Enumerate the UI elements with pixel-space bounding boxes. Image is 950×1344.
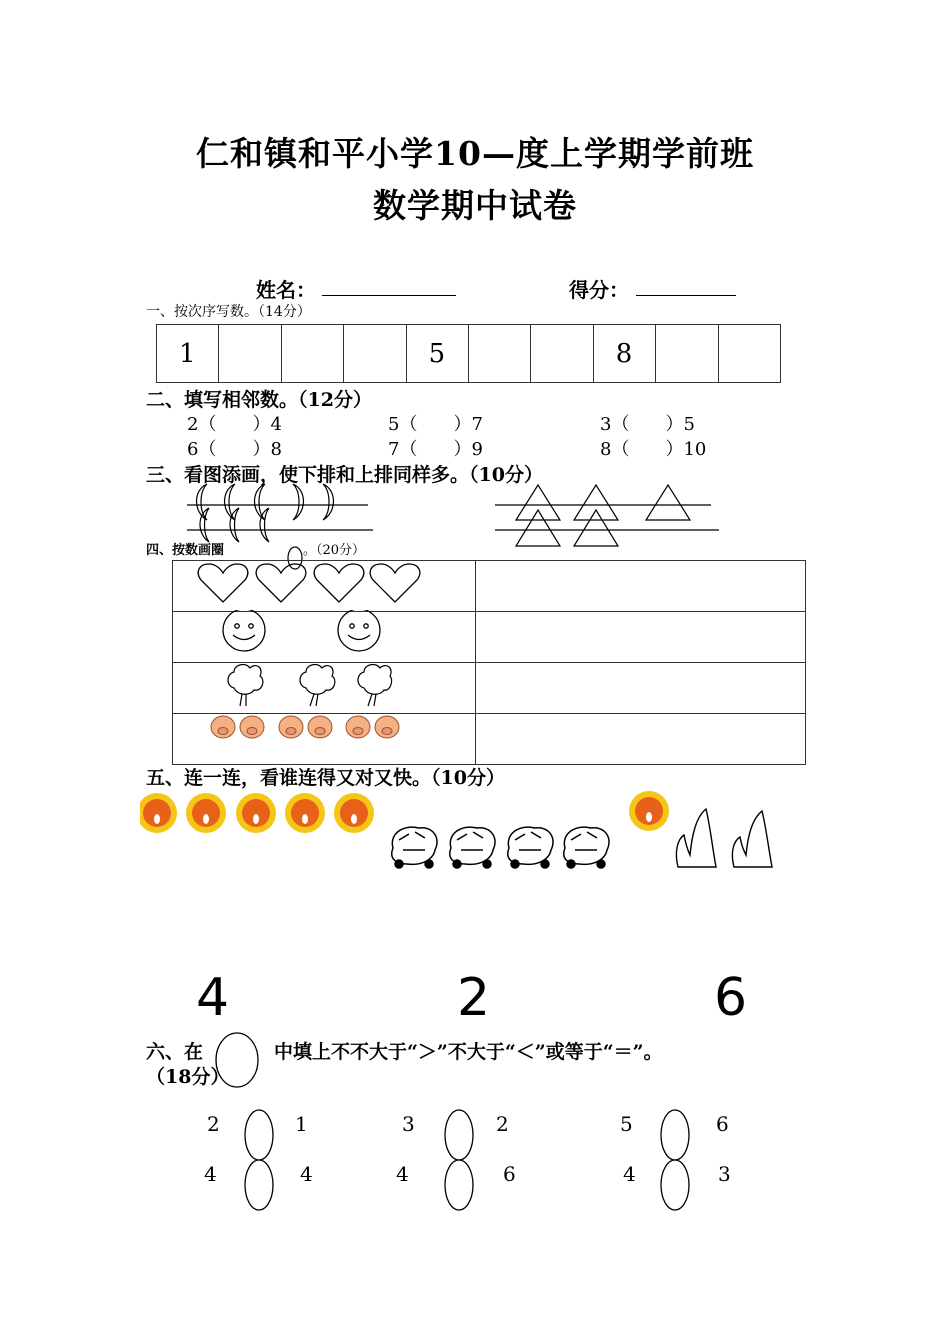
pig-row [208,712,408,742]
sun-icon [186,793,226,833]
cat-icon [564,827,609,868]
compare-right: 4 [300,1162,313,1186]
pig-icon [279,716,303,738]
smiley-icon [338,610,380,651]
compare-left: 5 [620,1112,633,1136]
section6-heading-main: 中填上不不大于“＞”不大于“＜”或等于“＝”。 [274,1041,663,1063]
seq-cell[interactable]: 8 [593,325,655,383]
seq-cell[interactable] [468,325,530,383]
neighbor-item[interactable]: 3（ ）5 [600,414,695,435]
section6-heading-score: （18分） [146,1066,230,1088]
smiley-icon [223,610,265,651]
sequence-table [156,324,781,383]
compare-left: 3 [402,1112,415,1136]
score-blank[interactable] [636,295,736,296]
compare-left: 4 [204,1162,217,1186]
pig-icon [211,716,235,738]
cat-icon [450,827,495,868]
match-number[interactable]: 6 [714,968,748,1028]
seq-cell[interactable] [281,325,343,383]
answer-cell[interactable] [476,612,806,663]
compare-right: 1 [295,1112,308,1136]
answer-cell[interactable] [476,714,806,765]
compare-circle [245,1110,273,1160]
smiley-row [218,610,388,654]
compare-right: 2 [496,1112,509,1136]
cloud-icon [300,665,335,706]
cat-icon [508,827,553,868]
neighbor-item[interactable]: 8（ ）10 [600,439,707,460]
neighbor-item[interactable]: 6（ ）8 [187,439,282,460]
section2-heading: 二、填写相邻数。（12分） [146,389,372,411]
sun-row [140,785,380,841]
name-blank[interactable] [322,295,456,296]
heart-icon [256,564,306,602]
seq-cell[interactable] [219,325,281,383]
compare-left: 4 [623,1162,636,1186]
neighbor-item[interactable]: 2（ ）4 [187,414,282,435]
seq-cell[interactable] [531,325,593,383]
sun-icon [628,785,672,841]
section3-heading: 三、看图添画，使下排和上排同样多。（10分） [146,464,543,486]
triangle-picture [493,480,723,550]
answer-cell[interactable] [476,663,806,714]
sun-icon [334,793,374,833]
score-label: 得分： [569,278,629,302]
compare-right: 3 [718,1162,731,1186]
name-label: 姓名： [256,278,316,302]
hearts-row [195,562,425,606]
heart-icon [314,564,364,602]
seq-cell[interactable]: 1 [157,325,219,383]
match-number[interactable]: 2 [457,968,491,1028]
compare-right: 6 [716,1112,729,1136]
section4-heading: 四、按数画圈 [146,543,225,558]
seq-cell[interactable]: 5 [406,325,468,383]
cat-icon [392,827,437,868]
heart-icon [198,564,248,602]
compare-circle-column[interactable] [656,1108,696,1214]
cat-row [385,820,615,870]
exam-title-line2: 数学期中试卷 [373,186,577,225]
pig-icon [346,716,370,738]
cloud-icon [228,665,263,706]
sun-icon [236,793,276,833]
compare-circle [245,1160,273,1210]
section1-heading: 一、按次序写数。（14分） [146,304,311,320]
exam-title-line1: 仁和镇和平小学10—度上学期学前班 [196,134,754,173]
seq-cell[interactable] [718,325,780,383]
grass-icon [676,809,716,867]
section6-heading-start: 六、在 [146,1041,204,1063]
match-number[interactable]: 4 [196,968,230,1028]
pig-icon [375,716,399,738]
section4-heading-tail: 。（20分） [303,543,366,558]
seq-cell[interactable] [656,325,718,383]
grass-icon [732,811,772,867]
cloud-row [224,660,394,710]
neighbor-item[interactable]: 5（ ）7 [388,414,483,435]
heart-icon [370,564,420,602]
compare-left: 4 [396,1162,409,1186]
pig-icon [308,716,332,738]
sun-icon [285,793,325,833]
compare-right: 6 [503,1162,516,1186]
section5-heading: 五、连一连，看谁连得又对又快。（10分） [146,767,505,789]
cloud-icon [358,665,392,706]
pig-icon [240,716,264,738]
compare-circle [661,1110,689,1160]
neighbor-item[interactable]: 7（ ）9 [388,439,483,460]
compare-circle [445,1160,473,1210]
grass-row [672,805,782,871]
compare-circle-column[interactable] [440,1108,480,1214]
compare-left: 2 [207,1112,220,1136]
compare-circle-column[interactable] [240,1108,280,1214]
compare-circle [661,1160,689,1210]
seq-cell[interactable] [344,325,406,383]
sun-icon [140,793,177,833]
answer-cell[interactable] [476,561,806,612]
compare-circle [445,1110,473,1160]
